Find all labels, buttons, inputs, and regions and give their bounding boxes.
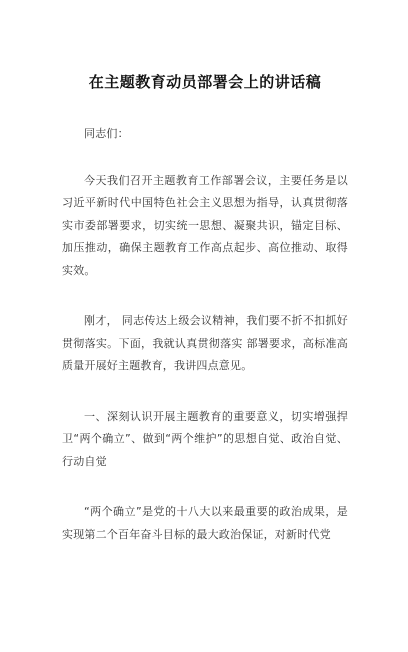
document-page — [0, 72, 408, 652]
section-heading-1: 一、深刻认识开展主题教育的重要意义，切实增强捍卫“两个确立”、做到“两个维护”的思想自觉、政治自觉、行动自觉 — [62, 409, 348, 468]
salutation: 同志们： — [84, 127, 129, 140]
paragraph-2: 刚才， 同志传达上级会议精神，我们要不折不扣抓好贯彻落实。下面，我就认真贯彻落实 部署要求，高标准高质量开展好主题教育，我讲四点意见。 — [62, 314, 348, 372]
paragraph-3: “两个确立”是党的十八大以来最重要的政治成果，是实现第二个百年奋斗目标的最大政治保证，对新时代党 — [62, 505, 348, 541]
document-title: 在主题教育动员部署会上的讲话稿 — [88, 73, 322, 91]
paragraph-1: 今天我们召开主题教育工作部署会议，主要任务是以习近平新时代中国特色社会主义思想为指导，认真贯彻落实市委部署要求，切实统一思想、凝聚共识，锚定目标、加压推动，确保主题教育工作高点起步、高位推动、取得实效。 — [62, 173, 348, 277]
